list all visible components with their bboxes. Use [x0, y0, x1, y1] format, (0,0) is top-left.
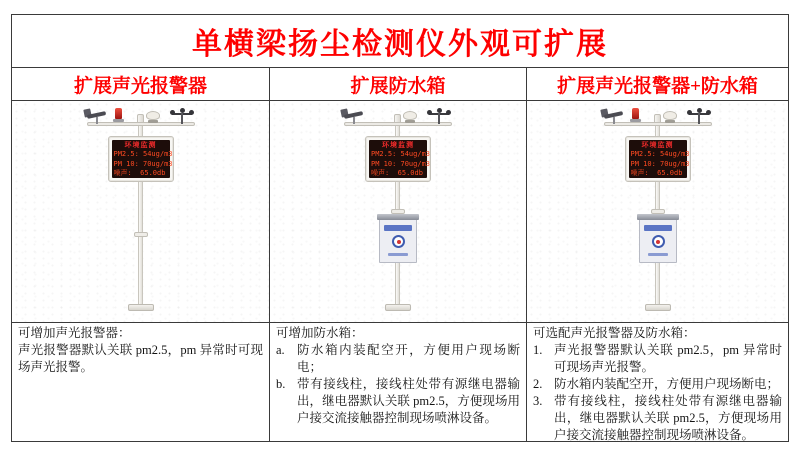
box-logo [392, 235, 405, 248]
led-line-pm10: PM 10: 70ug/m3 [371, 159, 431, 168]
list-item [276, 342, 520, 376]
device-image-alarm-and-box [526, 100, 788, 322]
led-line-pm10: PM 10: 70ug/m3 [113, 159, 173, 168]
led-line-pm25: PM2.5: 54ug/m3 [630, 150, 690, 159]
alarm-beacon-icon [630, 108, 641, 123]
base-plate [128, 304, 154, 311]
led-line-pm25: PM2.5: 54ug/m3 [113, 150, 173, 159]
box-logo [652, 235, 665, 248]
box-subtext [388, 253, 408, 256]
note-waterproof-box [269, 322, 526, 441]
list-marker: a. [276, 343, 285, 357]
page-title: 单横梁扬尘检测仪外观可扩展 [192, 28, 608, 61]
wind-vane-icon [84, 108, 110, 123]
monitor-station [308, 106, 488, 318]
list-text: 防水箱内装配空开，方便用户现场断电； [554, 377, 780, 391]
note-intro: 可增加防水箱： [276, 326, 364, 340]
list-text: 声光报警器默认关联 pm2.5，pm 异常时可现场声光报警。 [554, 343, 782, 374]
base-plate [645, 304, 671, 311]
note-body: 声光报警器默认关联 pm2.5，pm 异常时可现场声光报警。 [18, 343, 263, 374]
alarm-beacon-icon [113, 108, 124, 123]
led-line-noise: 噪声: 65.0db [371, 168, 423, 177]
spec-table [11, 14, 789, 442]
dome-sensor-icon [146, 111, 160, 123]
led-screen [369, 140, 431, 178]
wind-vane-icon [341, 108, 367, 123]
list-marker: 1. [533, 343, 543, 357]
led-display [108, 136, 174, 182]
led-screen [629, 140, 690, 178]
pole-collar [134, 232, 148, 237]
note-intro: 可选配声光报警器及防水箱： [533, 326, 696, 340]
led-line-pm10: PM 10: 70ug/m3 [630, 159, 690, 168]
anemometer-icon [688, 108, 710, 124]
note-intro: 可增加声光报警器： [18, 326, 131, 340]
led-header: 环境监测 [382, 141, 414, 150]
column-header-label: 扩展防水箱 [350, 75, 446, 97]
box-subtext [648, 253, 668, 256]
list-text: 带有接线柱，接线柱处带有源继电器输出，继电器默认关联 pm2.5，方便现场用户接交流接触器控制现场喷淋设备。 [554, 394, 782, 442]
led-display [625, 136, 691, 182]
monitor-station [51, 106, 231, 318]
list-item [276, 376, 520, 427]
led-line-pm25: PM2.5: 54ug/m3 [371, 150, 431, 159]
monitor-station [568, 106, 748, 318]
box-label [644, 225, 672, 231]
note-alarm-and-box [526, 322, 788, 441]
column-header-alarm [12, 67, 269, 100]
led-screen [112, 140, 173, 178]
list-marker: 2. [533, 377, 543, 391]
anemometer-icon [171, 108, 193, 124]
waterproof-box [639, 218, 677, 263]
led-line-noise: 噪声: 65.0db [113, 168, 166, 177]
list-text: 防水箱内装配空开，方便用户现场断电； [297, 343, 520, 374]
box-lid [637, 214, 679, 220]
wind-vane-icon [601, 108, 627, 123]
column-header-label: 扩展声光报警器 [73, 75, 207, 97]
list-marker: 3. [533, 394, 543, 408]
column-header-waterproof-box [269, 67, 526, 100]
column-header-label: 扩展声光报警器+防水箱 [557, 75, 758, 97]
box-label [384, 225, 412, 231]
anemometer-icon [428, 108, 450, 124]
device-image-alarm [12, 100, 269, 322]
led-header: 环境监测 [641, 141, 674, 150]
column-header-alarm-and-box [526, 67, 788, 100]
dome-sensor-icon [663, 111, 677, 123]
note-alarm [12, 322, 269, 441]
list-item [533, 376, 782, 393]
box-lid [377, 214, 419, 220]
led-header: 环境监测 [124, 141, 157, 150]
waterproof-box [379, 218, 417, 263]
list-item [533, 342, 782, 376]
list-text: 带有接线柱，接线柱处带有源继电器输出，继电器默认关联 pm2.5，方便现场用户接交流接触器控制现场喷淋设备。 [297, 377, 520, 425]
base-plate [385, 304, 411, 311]
device-image-waterproof-box [269, 100, 526, 322]
title-row [12, 15, 788, 67]
led-display [365, 136, 431, 182]
dome-sensor-icon [403, 111, 417, 123]
led-line-noise: 噪声: 65.0db [630, 168, 683, 177]
list-marker: b. [276, 377, 286, 391]
list-item [533, 393, 782, 444]
